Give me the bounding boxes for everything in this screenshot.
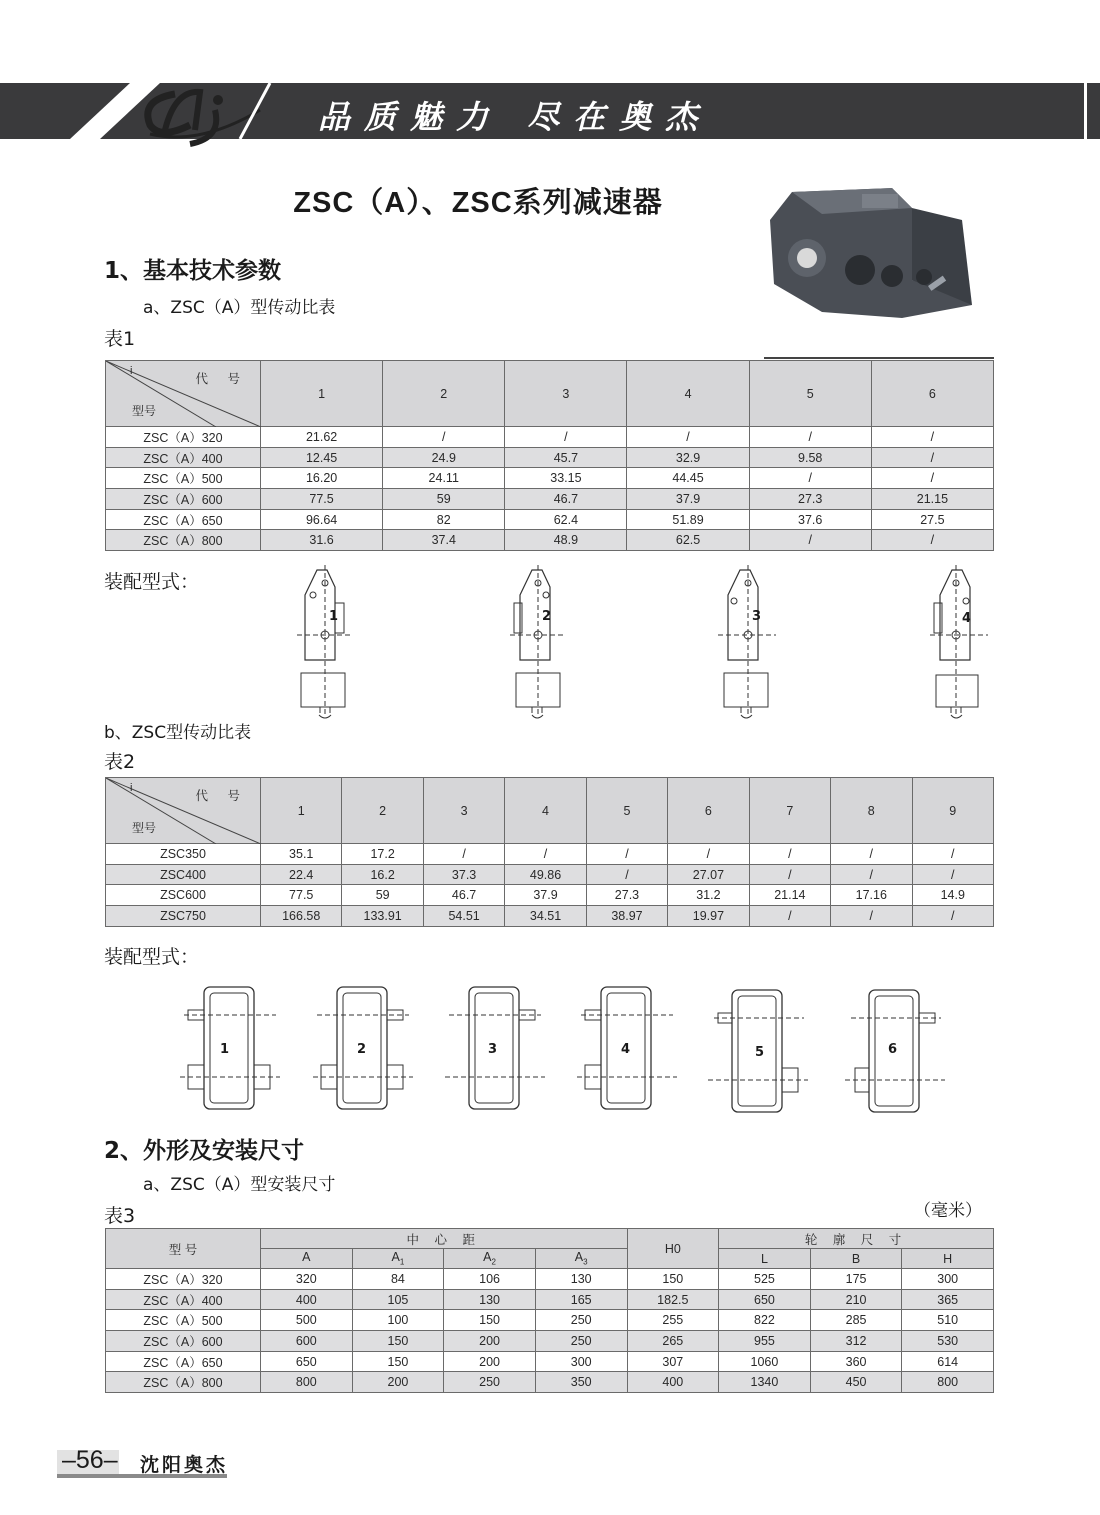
value-cell: 800 — [902, 1372, 994, 1393]
value-cell: 525 — [719, 1269, 811, 1290]
value-cell: 400 — [261, 1289, 353, 1310]
value-cell: / — [749, 844, 830, 865]
section1-sub-a: a、ZSC（A）型传动比表 — [143, 298, 336, 318]
value-cell: 19.97 — [668, 906, 749, 927]
value-cell: / — [586, 864, 667, 885]
table2-col-header: 2 — [342, 778, 423, 844]
value-cell: 105 — [352, 1289, 444, 1310]
corner-model: 型号 — [132, 821, 157, 835]
value-cell: 22.4 — [261, 864, 342, 885]
footer-company: 沈阳奥杰 — [140, 1454, 229, 1476]
value-cell: 100 — [352, 1310, 444, 1331]
value-cell: 16.20 — [261, 468, 383, 489]
assembly-number: 1 — [220, 1042, 230, 1057]
model-cell: ZSC400 — [106, 864, 261, 885]
value-cell: 250 — [535, 1310, 627, 1331]
table-row — [106, 489, 994, 510]
value-cell: 37.9 — [505, 885, 586, 906]
value-cell: 800 — [261, 1372, 353, 1393]
value-cell: 27.07 — [668, 864, 749, 885]
value-cell: 600 — [261, 1331, 353, 1352]
corner-model: 型号 — [132, 404, 157, 418]
value-cell: 250 — [444, 1372, 536, 1393]
assembly-label-a: 装配型式： — [104, 571, 200, 593]
table-row — [106, 1289, 994, 1310]
value-cell: 62.4 — [505, 509, 627, 530]
value-cell: 320 — [261, 1269, 353, 1290]
value-cell: / — [627, 427, 749, 448]
value-cell: 165 — [535, 1289, 627, 1310]
table1-col-header: 1 — [261, 361, 383, 427]
value-cell: 450 — [810, 1372, 902, 1393]
corner-code: 代 号 — [195, 372, 248, 386]
assembly-diagram-b4 — [577, 985, 677, 1113]
value-cell: 27.5 — [871, 509, 993, 530]
assembly-number: 2 — [357, 1042, 367, 1057]
ratio-table-2 — [105, 777, 994, 927]
table3-col-header: A — [261, 1249, 353, 1269]
table2-col-header: 6 — [668, 778, 749, 844]
brand-logo — [0, 70, 320, 150]
value-cell: 130 — [444, 1289, 536, 1310]
page-title: ZSC（A）、ZSC系列减速器 — [293, 187, 663, 219]
table3-model-header: 型 号 — [106, 1229, 261, 1269]
assembly-diagram-b5 — [708, 988, 808, 1116]
value-cell: 51.89 — [627, 509, 749, 530]
model-cell: ZSC（A）650 — [106, 1351, 261, 1372]
value-cell: / — [912, 844, 994, 865]
table-row — [106, 864, 994, 885]
value-cell: 33.15 — [505, 468, 627, 489]
table-row — [106, 906, 994, 927]
value-cell: 59 — [342, 885, 423, 906]
model-cell: ZSC（A）400 — [106, 1289, 261, 1310]
value-cell: 300 — [902, 1269, 994, 1290]
value-cell: 77.5 — [261, 885, 342, 906]
value-cell: 265 — [627, 1331, 719, 1352]
value-cell: / — [749, 427, 871, 448]
table1-col-header: 3 — [505, 361, 627, 427]
value-cell: 37.3 — [423, 864, 504, 885]
value-cell: 360 — [810, 1351, 902, 1372]
table1-col-header: 6 — [871, 361, 993, 427]
value-cell: 1340 — [719, 1372, 811, 1393]
value-cell: 150 — [627, 1269, 719, 1290]
value-cell: 27.3 — [586, 885, 667, 906]
assembly-diagram-b2 — [313, 985, 413, 1113]
dimension-table — [105, 1228, 994, 1393]
assembly-number: 4 — [621, 1042, 631, 1057]
value-cell: 21.15 — [871, 489, 993, 510]
table1-col-header: 2 — [383, 361, 505, 427]
model-cell: ZSC（A）800 — [106, 530, 261, 551]
table2-col-header: 3 — [423, 778, 504, 844]
value-cell: 166.58 — [261, 906, 342, 927]
table2-col-header: 5 — [586, 778, 667, 844]
value-cell: 1060 — [719, 1351, 811, 1372]
value-cell: 17.2 — [342, 844, 423, 865]
model-cell: ZSC（A）500 — [106, 468, 261, 489]
value-cell: 45.7 — [505, 447, 627, 468]
table1-corner-cell — [106, 361, 261, 427]
value-cell: 955 — [719, 1331, 811, 1352]
value-cell: 31.6 — [261, 530, 383, 551]
table2-col-header: 4 — [505, 778, 586, 844]
assembly-number: 2 — [542, 609, 552, 624]
value-cell: / — [871, 530, 993, 551]
value-cell: 31.2 — [668, 885, 749, 906]
table-row — [106, 468, 994, 489]
value-cell: 54.51 — [423, 906, 504, 927]
value-cell: 106 — [444, 1269, 536, 1290]
value-cell: 32.9 — [627, 447, 749, 468]
value-cell: 77.5 — [261, 489, 383, 510]
section2-sub-a: a、ZSC（A）型安装尺寸 — [143, 1175, 336, 1195]
table-row — [106, 1351, 994, 1372]
value-cell: 650 — [261, 1351, 353, 1372]
value-cell: / — [912, 864, 994, 885]
value-cell: 250 — [535, 1331, 627, 1352]
value-cell: 24.11 — [383, 468, 505, 489]
value-cell: 16.2 — [342, 864, 423, 885]
table2-col-header: 8 — [831, 778, 912, 844]
table-row — [106, 447, 994, 468]
table3-col-header: $A_2$ — [444, 1249, 536, 1269]
value-cell: 130 — [535, 1269, 627, 1290]
unit-label: （毫米） — [914, 1201, 982, 1221]
assembly-diagram-a3 — [718, 565, 778, 725]
value-cell: / — [749, 530, 871, 551]
table-row — [106, 1269, 994, 1290]
value-cell: 133.91 — [342, 906, 423, 927]
value-cell: / — [749, 864, 830, 885]
value-cell: / — [749, 906, 830, 927]
table3-group-center: 中 心 距 — [261, 1229, 628, 1249]
section1-heading: 1、基本技术参数 — [104, 258, 282, 284]
table-row — [106, 509, 994, 530]
model-cell: ZSC350 — [106, 844, 261, 865]
table2-col-header: 1 — [261, 778, 342, 844]
table3-col-header: L — [719, 1249, 811, 1269]
ratio-table-1 — [105, 360, 994, 551]
value-cell: 59 — [383, 489, 505, 510]
value-cell: 21.14 — [749, 885, 830, 906]
table1-col-header: 4 — [627, 361, 749, 427]
table1-col-header: 5 — [749, 361, 871, 427]
table-row — [106, 1310, 994, 1331]
value-cell: 150 — [444, 1310, 536, 1331]
table-row — [106, 885, 994, 906]
section2-heading: 2、外形及安装尺寸 — [104, 1138, 305, 1164]
value-cell: 46.7 — [423, 885, 504, 906]
table2-corner-cell — [106, 778, 261, 844]
value-cell: 37.4 — [383, 530, 505, 551]
table3-h0-header: H0 — [627, 1229, 719, 1269]
value-cell: / — [749, 468, 871, 489]
value-cell: 650 — [719, 1289, 811, 1310]
model-cell: ZSC（A）400 — [106, 447, 261, 468]
table3-col-header: B — [810, 1249, 902, 1269]
value-cell: 365 — [902, 1289, 994, 1310]
model-cell: ZSC（A）650 — [106, 509, 261, 530]
value-cell: / — [912, 906, 994, 927]
value-cell: / — [871, 468, 993, 489]
value-cell: 37.6 — [749, 509, 871, 530]
value-cell: 200 — [352, 1372, 444, 1393]
value-cell: 21.62 — [261, 427, 383, 448]
value-cell: 200 — [444, 1351, 536, 1372]
value-cell: 285 — [810, 1310, 902, 1331]
assembly-number: 6 — [888, 1042, 898, 1057]
value-cell: / — [505, 427, 627, 448]
value-cell: 182.5 — [627, 1289, 719, 1310]
value-cell: / — [831, 844, 912, 865]
table3-col-header: $A_3$ — [535, 1249, 627, 1269]
value-cell: 49.86 — [505, 864, 586, 885]
value-cell: 44.45 — [627, 468, 749, 489]
product-photo — [762, 180, 984, 330]
value-cell: 210 — [810, 1289, 902, 1310]
table3-col-header: H — [902, 1249, 994, 1269]
value-cell: 34.51 — [505, 906, 586, 927]
table1-top-rule — [764, 357, 994, 359]
value-cell: 9.58 — [749, 447, 871, 468]
value-cell: 307 — [627, 1351, 719, 1372]
assembly-diagram-a2 — [510, 565, 570, 725]
value-cell: 84 — [352, 1269, 444, 1290]
table-row — [106, 1372, 994, 1393]
value-cell: / — [668, 844, 749, 865]
assembly-label-b: 装配型式： — [104, 946, 200, 968]
table3-group-outline: 轮 廓 尺 寸 — [719, 1229, 994, 1249]
assembly-number: 5 — [755, 1045, 765, 1060]
table2-col-header: 7 — [749, 778, 830, 844]
assembly-number: 3 — [488, 1042, 498, 1057]
model-cell: ZSC（A）800 — [106, 1372, 261, 1393]
value-cell: 62.5 — [627, 530, 749, 551]
value-cell: 530 — [902, 1331, 994, 1352]
model-cell: ZSC（A）320 — [106, 427, 261, 448]
value-cell: / — [586, 844, 667, 865]
value-cell: / — [871, 427, 993, 448]
value-cell: 510 — [902, 1310, 994, 1331]
model-cell: ZSC750 — [106, 906, 261, 927]
model-cell: ZSC（A）600 — [106, 1331, 261, 1352]
value-cell: / — [831, 906, 912, 927]
corner-i: i — [130, 365, 133, 377]
assembly-number: 3 — [752, 609, 762, 624]
table2-label: 表2 — [104, 751, 136, 773]
value-cell: 38.97 — [586, 906, 667, 927]
value-cell: 96.64 — [261, 509, 383, 530]
model-cell: ZSC（A）600 — [106, 489, 261, 510]
value-cell: 14.9 — [912, 885, 994, 906]
assembly-number: 4 — [962, 611, 972, 626]
value-cell: 48.9 — [505, 530, 627, 551]
value-cell: 82 — [383, 509, 505, 530]
value-cell: 350 — [535, 1372, 627, 1393]
value-cell: 200 — [444, 1331, 536, 1352]
value-cell: 12.45 — [261, 447, 383, 468]
section1-sub-b: b、ZSC型传动比表 — [104, 723, 252, 743]
corner-code: 代 号 — [195, 789, 248, 803]
table3-col-header: $A_1$ — [352, 1249, 444, 1269]
model-cell: ZSC（A）320 — [106, 1269, 261, 1290]
value-cell: / — [383, 427, 505, 448]
model-cell: ZSC（A）500 — [106, 1310, 261, 1331]
value-cell: 312 — [810, 1331, 902, 1352]
table-row — [106, 530, 994, 551]
assembly-diagram-b6 — [845, 988, 945, 1116]
table-row — [106, 1331, 994, 1352]
assembly-number: 1 — [329, 609, 339, 624]
assembly-diagram-b1 — [180, 985, 280, 1113]
assembly-diagram-b3 — [445, 985, 545, 1113]
assembly-diagram-a4 — [930, 565, 990, 725]
header-slogan: 品质魅力 尽在奥杰 — [318, 98, 712, 136]
value-cell: 24.9 — [383, 447, 505, 468]
value-cell: 150 — [352, 1351, 444, 1372]
value-cell: 175 — [810, 1269, 902, 1290]
value-cell: / — [871, 447, 993, 468]
value-cell: 37.9 — [627, 489, 749, 510]
table-row — [106, 844, 994, 865]
value-cell: 500 — [261, 1310, 353, 1331]
value-cell: 150 — [352, 1331, 444, 1352]
value-cell: 46.7 — [505, 489, 627, 510]
corner-i: i — [130, 782, 133, 794]
value-cell: / — [505, 844, 586, 865]
value-cell: / — [423, 844, 504, 865]
value-cell: 35.1 — [261, 844, 342, 865]
table1-label: 表1 — [104, 328, 136, 350]
page-number: –56– — [62, 1446, 118, 1474]
assembly-diagram-a1 — [295, 565, 355, 725]
value-cell: 400 — [627, 1372, 719, 1393]
table2-col-header: 9 — [912, 778, 994, 844]
header-edge — [1084, 83, 1087, 139]
value-cell: / — [831, 864, 912, 885]
value-cell: 822 — [719, 1310, 811, 1331]
value-cell: 17.16 — [831, 885, 912, 906]
value-cell: 27.3 — [749, 489, 871, 510]
table-row — [106, 427, 994, 448]
value-cell: 300 — [535, 1351, 627, 1372]
table3-label: 表3 — [104, 1205, 136, 1227]
model-cell: ZSC600 — [106, 885, 261, 906]
value-cell: 614 — [902, 1351, 994, 1372]
value-cell: 255 — [627, 1310, 719, 1331]
